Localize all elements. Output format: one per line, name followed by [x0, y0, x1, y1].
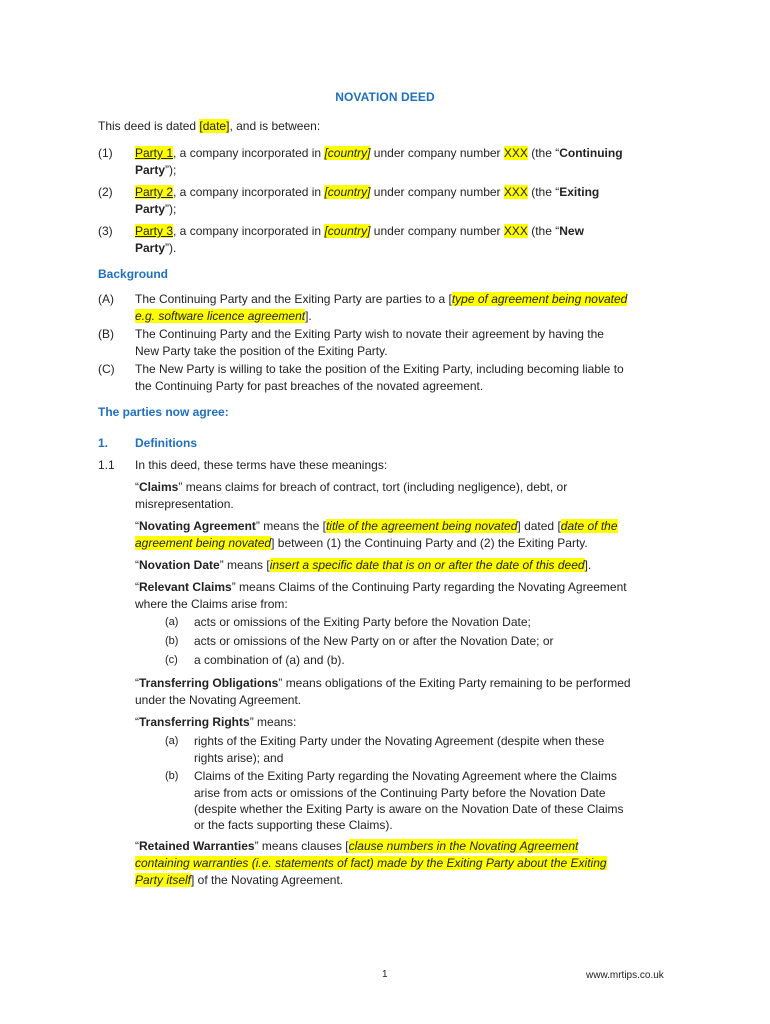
open-quote: “ [135, 839, 139, 853]
company-number-placeholder: XXX [503, 185, 528, 199]
definition-text: ” means claims for breach of contract, tort (including negligence), debt, or [178, 480, 568, 494]
sub-item-text: rights arise); and [194, 751, 284, 765]
clause-numbers-placeholder: Party itself [135, 873, 192, 887]
party-text: , a company incorporated in [173, 146, 325, 160]
sub-item-number: (a) [165, 735, 179, 747]
definition-text: ” means Claims of the Continuing Party regarding the Novating Agreement [231, 580, 627, 594]
clause-number: 1.1 [98, 458, 115, 472]
party-name: Party 3 [135, 224, 174, 238]
party-number: (3) [98, 224, 113, 238]
open-quote: “ [135, 580, 139, 594]
sub-item-text: (despite whether the Exiting Party is aware on the Novation Date of these Claims [194, 802, 624, 816]
country-placeholder: [country] [324, 185, 371, 199]
definition-text: ” means [ [219, 558, 270, 572]
definition-line-3 [135, 872, 343, 889]
defined-term: Transferring Rights [139, 715, 250, 729]
definition-text: ] dated [ [517, 519, 561, 533]
party-number: (2) [98, 185, 113, 199]
recital-number: (B) [98, 327, 114, 341]
agreement-title-placeholder: title of the agreement being novated [325, 519, 518, 533]
party-line [135, 184, 599, 201]
defined-term: Novation Date [139, 558, 220, 572]
definition-novating-agreement [135, 518, 618, 535]
definition-text: ” means obligations of the Exiting Party remaining to be performed [278, 676, 631, 690]
party-text: , a company incorporated in [173, 185, 325, 199]
definition-text: where the Claims arise from: [135, 597, 288, 611]
recital-text: The Continuing Party and the Exiting Party are parties to a [ [135, 292, 452, 306]
intro-line [98, 118, 320, 135]
date-placeholder: [date] [199, 119, 230, 133]
party-line-2 [135, 240, 176, 257]
company-number-placeholder: XXX [503, 146, 528, 160]
party-role: Exiting [559, 185, 600, 199]
party-role: Continuing [559, 146, 623, 160]
page-number: 1 [382, 969, 388, 980]
clause-numbers-placeholder: containing warranties (i.e. statements of fact) made by the Exiting Party about the Exiting [135, 856, 607, 870]
open-quote: “ [135, 558, 139, 572]
definition-novation-date [135, 557, 591, 574]
sub-item-text: Claims of the Exiting Party regarding the Novating Agreement where the Claims [194, 769, 617, 783]
definition-transferring-obligations [135, 675, 631, 692]
party-text: (the “ [527, 185, 560, 199]
defined-term: Claims [139, 480, 179, 494]
open-quote: “ [135, 519, 139, 533]
recital-text: the Continuing Party for past breaches of the novated agreement. [135, 379, 484, 393]
party-role: Party [135, 202, 166, 216]
definition-text: ] between (1) the Continuing Party and (2) the Exiting Party. [271, 536, 588, 550]
party-role: Party [135, 241, 166, 255]
open-quote: “ [135, 676, 139, 690]
party-text: , a company incorporated in [173, 224, 325, 238]
country-placeholder: [country] [324, 224, 371, 238]
sub-item-number: (b) [165, 770, 179, 782]
party-text: ”). [165, 241, 177, 255]
parties-agree-heading: The parties now agree: [98, 405, 229, 419]
definition-retained-warranties [135, 838, 578, 855]
recital-text: The Continuing Party and the Exiting Party wish to novate their agreement by having the [135, 327, 604, 341]
definition-line-2 [135, 535, 588, 552]
definition-text: ]. [584, 558, 592, 572]
definition-relevant-claims [135, 579, 627, 596]
sub-item-number: (b) [165, 635, 179, 647]
open-quote: “ [135, 480, 139, 494]
recital-line-2 [135, 308, 312, 325]
party-name: Party 1 [135, 146, 174, 160]
sub-item-text: arise from acts or omissions of the Continuing Party before the Novation Date [194, 786, 606, 800]
recital-text: New Party take the position of the Exiting Party. [135, 344, 388, 358]
company-number-placeholder: XXX [503, 224, 528, 238]
agreement-date-placeholder: date of the [560, 519, 618, 533]
party-line-2 [135, 201, 176, 218]
section-number: 1. [98, 436, 109, 450]
party-text: (the “ [527, 224, 560, 238]
sub-item-text: acts or omissions of the New Party on or after the Novation Date; or [194, 634, 554, 648]
defined-term: Novating Agreement [139, 519, 256, 533]
background-heading: Background [98, 267, 169, 281]
party-role: Party [135, 163, 166, 177]
definition-text: misrepresentation. [135, 497, 234, 511]
intro-text: This deed is dated [98, 119, 200, 133]
agreement-type-placeholder: e.g. software licence agreement [135, 309, 306, 323]
definition-text: ] of the Novating Agreement. [191, 873, 344, 887]
definition-text: ” means the [ [255, 519, 326, 533]
definition-line-2 [135, 855, 607, 872]
clause-numbers-placeholder: clause numbers in the Novating Agreement [348, 839, 579, 853]
agreement-date-placeholder: agreement being novated [135, 536, 272, 550]
novation-date-placeholder: insert a specific date that is on or after the date of this deed [269, 558, 585, 572]
party-role: New [559, 224, 584, 238]
defined-term: Transferring Obligations [139, 676, 279, 690]
recital-text: ]. [305, 309, 312, 323]
defined-term: Relevant Claims [139, 580, 232, 594]
intro-text-end: , and is between: [229, 119, 321, 133]
recital-number: (C) [98, 362, 115, 376]
clause-text: In this deed, these terms have these meanings: [135, 458, 388, 472]
sub-item-text: acts or omissions of the Exiting Party before the Novation Date; [194, 615, 531, 629]
definition-text: ” means: [249, 715, 297, 729]
party-text: ”); [165, 163, 177, 177]
party-text: under company number [370, 224, 504, 238]
document-title: NOVATION DEED [335, 90, 435, 104]
definition-text: under the Novating Agreement. [135, 693, 302, 707]
definition-claims [135, 479, 567, 496]
party-name: Party 2 [135, 185, 174, 199]
party-text: (the “ [527, 146, 560, 160]
sub-item-number: (a) [165, 616, 179, 628]
section-title: Definitions [135, 436, 197, 450]
definition-transferring-rights [135, 714, 296, 731]
country-placeholder: [country] [324, 146, 371, 160]
party-line-2 [135, 162, 176, 179]
party-number: (1) [98, 146, 113, 160]
party-line [135, 145, 623, 162]
definition-text: ” means clauses [ [254, 839, 349, 853]
defined-term: Retained Warranties [139, 839, 255, 853]
sub-item-text: or the facts supporting these Claims). [194, 818, 393, 832]
party-line [135, 223, 584, 240]
sub-item-text: a combination of (a) and (b). [194, 653, 345, 667]
recital-number: (A) [98, 292, 114, 306]
sub-item-number: (c) [165, 654, 178, 666]
open-quote: “ [135, 715, 139, 729]
party-text: ”); [165, 202, 177, 216]
party-text: under company number [370, 146, 504, 160]
footer-website: www.mrtips.co.uk [586, 970, 664, 981]
recital-text: The New Party is willing to take the position of the Exiting Party, including becoming liable to [135, 362, 624, 376]
sub-item-text: rights of the Exiting Party under the Novating Agreement (despite when these [194, 734, 605, 748]
agreement-type-placeholder: type of agreement being novated [451, 292, 628, 306]
party-text: under company number [370, 185, 504, 199]
recital-line [135, 291, 627, 308]
